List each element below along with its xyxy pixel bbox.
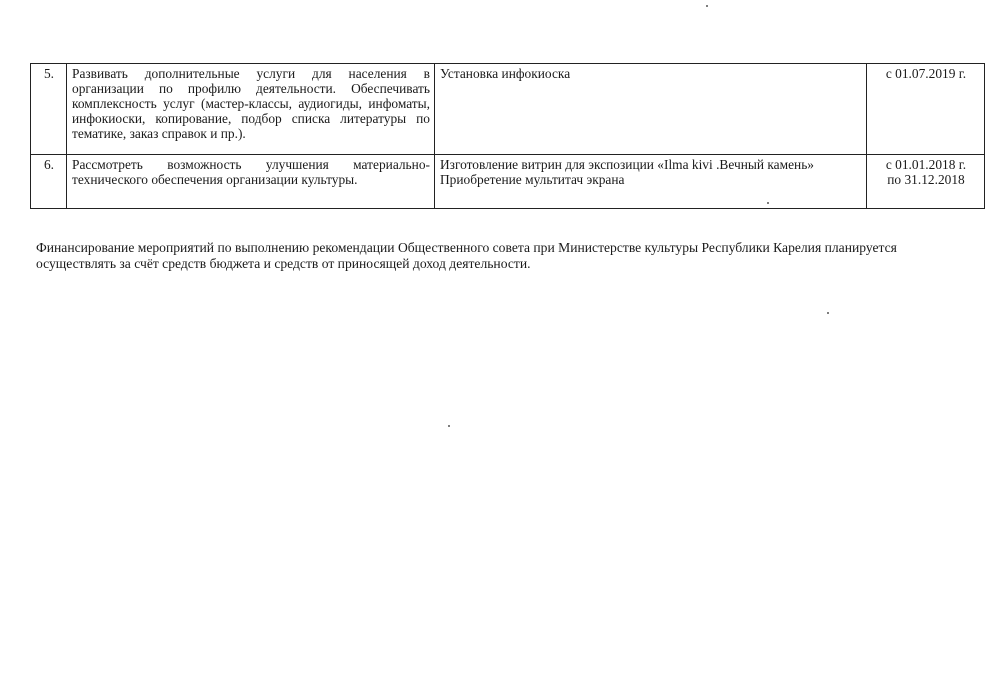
date-cell [867, 64, 985, 155]
scan-speck [706, 5, 708, 7]
financing-text: Финансирование мероприятий по выполнению рекомендации Общественного совета при Министерстве культуры Республики Карелия планируется осуществлять за счёт средств бюджета и средств от приносящей доход деятельности. [36, 240, 897, 271]
date-line: по 31.12.2018 [887, 172, 965, 187]
table-row [31, 64, 985, 155]
row-number: 5. [31, 64, 67, 155]
scan-speck [448, 425, 450, 427]
action-cell [435, 155, 867, 209]
date-cell [867, 155, 985, 209]
recommendation-text: Развивать дополнительные услуги для населения в организации по профилю деятельности. Обеспечивать комплексность услуг (мастер-классы, аудиогиды, инфоматы, инфокиоски, копирование, подбор списка литературы по тематике, заказ справок и пр.). [72, 66, 430, 141]
action-line: Приобретение мультитач экрана [440, 172, 625, 187]
row-number: 6. [31, 155, 67, 209]
action-line: Установка инфокиоска [440, 66, 571, 81]
measures-table [30, 63, 985, 209]
scan-speck [767, 202, 769, 204]
recommendation-cell [67, 155, 435, 209]
action-cell [435, 64, 867, 155]
scan-speck [827, 312, 829, 314]
financing-note [36, 240, 976, 272]
date-line: с 01.01.2018 г. [885, 157, 967, 172]
table-row [31, 155, 985, 209]
recommendation-text: Рассмотреть возможность улучшения материально-технического обеспечения организации культуры. [72, 157, 430, 187]
recommendation-cell [67, 64, 435, 155]
date-line: с 01.07.2019 г. [885, 66, 967, 81]
action-line: Изготовление витрин для экспозиции «Ilma kivi .Вечный камень» [440, 157, 815, 172]
